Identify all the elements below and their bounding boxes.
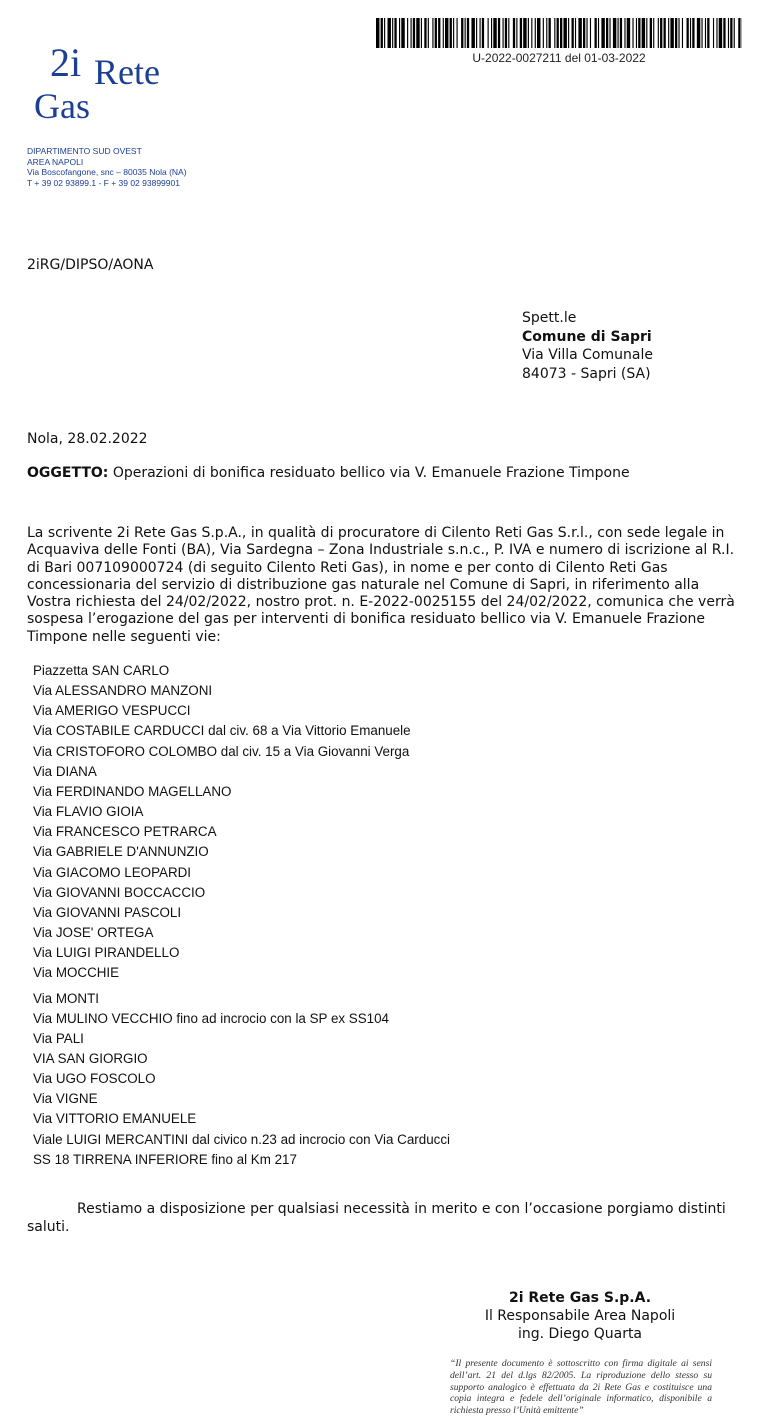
- recipient-address: Via Villa Comunale: [522, 347, 653, 363]
- barcode: [376, 18, 742, 48]
- street-item: Via AMERIGO VESPUCCI: [33, 703, 191, 719]
- subject-text: Operazioni di bonifica residuato bellico via V. Emanuele Frazione Timpone: [108, 465, 630, 481]
- closing-line: saluti.: [27, 1219, 70, 1235]
- street-item: Via GABRIELE D'ANNUNZIO: [33, 844, 209, 860]
- recipient-name: Comune di Sapri: [522, 328, 652, 345]
- digital-signature-note: “Il presente documento è sottoscritto con firma digitale ai sensi dell’art. 21 del d.lgs 82/2005. La riproduzione dello stesso su supporto analogico è effettuata da 2i Rete Gas e costituisce una copia integra e fedele dell’originale informatico, disponibile a richiesta presso l’Unità emittente”: [450, 1358, 712, 1417]
- subject-label: OGGETTO:: [27, 465, 109, 481]
- street-item: Via LUIGI PIRANDELLO: [33, 945, 180, 961]
- streets-list: [33, 661, 450, 1170]
- department-info: [27, 146, 187, 188]
- recipient-salutation: Spett.le: [522, 310, 577, 326]
- street-item: Via MULINO VECCHIO fino ad incrocio con la SP ex SS104: [33, 1010, 390, 1026]
- street-item: Via UGO FOSCOLO: [33, 1071, 156, 1087]
- street-item: Via CRISTOFORO COLOMBO dal civ. 15 a Via Giovanni Verga: [33, 743, 410, 759]
- street-item: Viale LUIGI MERCANTINI dal civico n.23 ad incrocio con Via Carducci: [33, 1131, 451, 1147]
- street-item: Via FRANCESCO PETRARCA: [33, 824, 217, 840]
- recipient-block: [522, 309, 653, 383]
- street-item: Via MONTI: [33, 990, 99, 1006]
- street-item: Via FERDINANDO MAGELLANO: [33, 783, 232, 799]
- street-item: Via COSTABILE CARDUCCI dal civ. 68 a Via Vittorio Emanuele: [33, 723, 411, 739]
- closing-paragraph: [27, 1200, 739, 1236]
- signature-company: 2i Rete Gas S.p.A.: [508, 1290, 652, 1306]
- street-item: Via VIGNE: [33, 1091, 98, 1107]
- protocol-number: U-2022-0027211 del 01-03-2022: [472, 51, 646, 65]
- recipient-city: 84073 - Sapri (SA): [522, 365, 651, 382]
- street-item: Via MOCCHIE: [33, 965, 120, 981]
- street-item: Via PALI: [33, 1030, 84, 1046]
- street-item: Via GIOVANNI BOCCACCIO: [33, 884, 206, 900]
- company-logo: [30, 42, 220, 124]
- street-item: Via GIOVANNI PASCOLI: [33, 904, 182, 920]
- street-item: Piazzetta SAN CARLO: [33, 663, 170, 678]
- street-item: Via FLAVIO GIOIA: [33, 804, 144, 820]
- department-line: DIPARTIMENTO SUD OVEST: [27, 146, 142, 156]
- body-paragraph: La scrivente 2i Rete Gas S.p.A., in qualità di procuratore di Cilento Reti Gas S.r.l., con sede legale in Acquaviva delle Fonti (BA), Via Sardegna – Zona Industriale s.n.c., P. IVA e numero di iscrizione al R.I. di Bari 007109000724 (di seguito Cilento Reti Gas), in nome e per conto di Cilento Reti Gas concessionaria del servizio di distribuzione gas naturale nel Comune di Sapri, in riferimento alla Vostra richiesta del 24/02/2022, nostro prot. n. E-2022-0025155 del 24/02/2022, comunica che verrà sospesa l’erogazione del gas per interventi di bonifica residuato bellico via V. Emanuele Frazione Timpone nelle seguenti vie:: [27, 525, 735, 645]
- reference-code: 2iRG/DIPSO/AONA: [27, 257, 154, 273]
- signature-block: [455, 1289, 705, 1343]
- letter-date: Nola, 28.02.2022: [27, 431, 148, 447]
- logo-text-2i: 2i: [50, 40, 82, 85]
- signature-role: Il Responsabile Area Napoli: [484, 1308, 676, 1324]
- street-item: VIA SAN GIORGIO: [33, 1050, 148, 1066]
- street-item: Via JOSE' ORTEGA: [33, 925, 154, 941]
- logo-text-gas: Gas: [34, 86, 90, 126]
- subject-line: [27, 465, 630, 481]
- street-item: Via DIANA: [33, 763, 97, 779]
- department-line: T + 39 02 93899.1 - F + 39 02 93899901: [27, 177, 180, 188]
- street-item: Via GIACOMO LEOPARDI: [33, 864, 191, 880]
- department-line: AREA NAPOLI: [27, 156, 84, 167]
- street-item: Via VITTORIO EMANUELE: [33, 1111, 197, 1127]
- signature-name: ing. Diego Quarta: [517, 1326, 643, 1342]
- department-line: Via Boscofangone, snc – 80035 Nola (NA): [27, 167, 187, 177]
- logo-text-rete: Rete: [94, 52, 160, 92]
- street-item: Via ALESSANDRO MANZONI: [33, 683, 213, 699]
- street-item: SS 18 TIRRENA INFERIORE fino al Km 217: [33, 1151, 297, 1167]
- closing-line: Restiamo a disposizione per qualsiasi necessità in merito e con l’occasione porgiamo distinti: [77, 1201, 726, 1217]
